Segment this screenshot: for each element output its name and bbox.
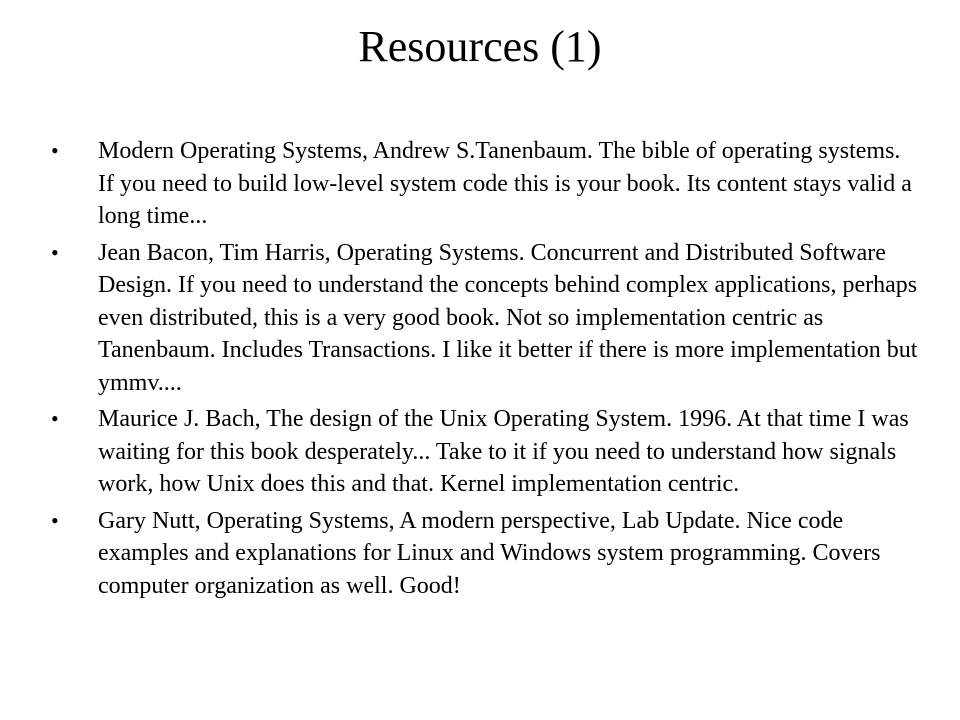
bullet-icon: •: [51, 239, 59, 265]
list-item: [0, 505, 960, 603]
bullet-icon: •: [51, 138, 59, 163]
list-item: [0, 135, 960, 233]
list-item-text: Jean Bacon, Tim Harris, Operating Systems. Concurrent and Distributed Software Design. If you need to understand the concepts behind complex applications, perhaps even distributed, this is a very good book. Not so implementation centric as Tanenbaum. Includes Transactions. I like it better if there is more implementation but ymmv....: [98, 239, 918, 396]
list-item-text: Gary Nutt, Operating Systems, A modern perspective, Lab Update. Nice code examples and explanations for Linux and Windows system programming. Covers computer organization as well. Good!: [98, 507, 881, 599]
bullet-list: [0, 135, 960, 606]
list-item: [0, 237, 960, 400]
list-item-text: Maurice J. Bach, The design of the Unix Operating System. 1996. At that time I was waiting for this book desperately... Take to it if you need to understand how signals work, how Unix does this and that. Kernel implementation centric.: [98, 406, 909, 497]
list-item: [0, 403, 960, 501]
list-item-text: Modern Operating Systems, Andrew S.Tanenbaum. The bible of operating systems. If you need to build low-level system code this is your book. Its content stays valid a long time...: [98, 138, 912, 229]
bullet-icon: •: [51, 507, 59, 533]
slide-title: Resources (1): [358, 22, 602, 71]
bullet-icon: •: [51, 406, 59, 431]
